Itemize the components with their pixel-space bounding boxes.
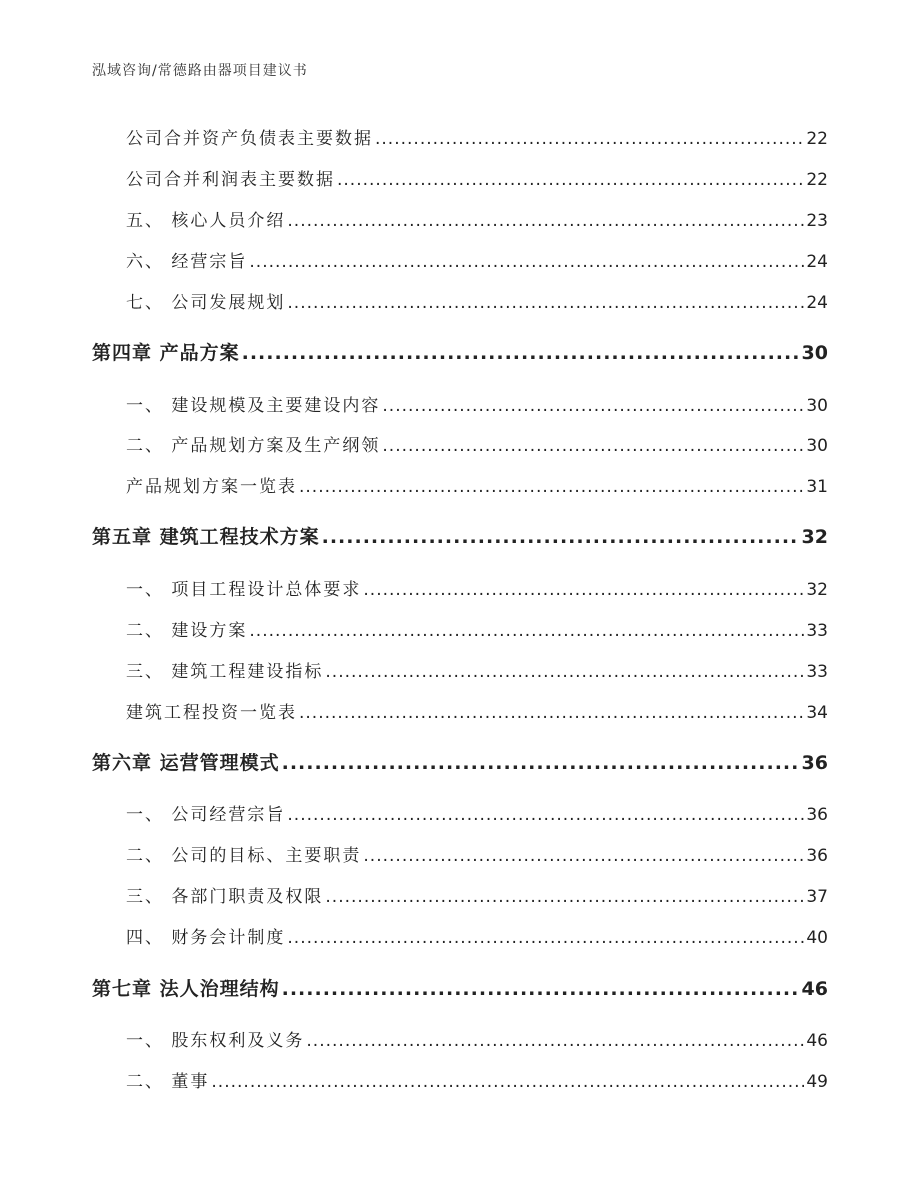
toc-entry-title: 一、 公司经营宗旨 bbox=[126, 805, 286, 825]
toc-page-number: 23 bbox=[806, 211, 828, 231]
toc-page-number: 31 bbox=[806, 477, 828, 497]
toc-chapter-entry[interactable] bbox=[92, 748, 828, 775]
toc-leader-dots bbox=[282, 752, 800, 774]
toc-entry-title: 一、 项目工程设计总体要求 bbox=[126, 580, 362, 600]
toc-leader-dots bbox=[287, 293, 804, 313]
toc-leader-dots bbox=[287, 928, 804, 948]
toc-entry-title: 四、 财务会计制度 bbox=[126, 928, 286, 948]
toc-page-number: 24 bbox=[806, 293, 828, 313]
toc-page-number: 37 bbox=[806, 887, 828, 907]
toc-entry-title: 公司合并资产负债表主要数据 bbox=[126, 129, 373, 149]
toc-leader-dots bbox=[306, 1031, 804, 1051]
toc-entry[interactable] bbox=[126, 472, 828, 497]
toc-leader-dots bbox=[211, 1072, 804, 1092]
toc-leader-dots bbox=[322, 526, 800, 548]
toc-chapter-entry[interactable] bbox=[92, 522, 828, 549]
toc-entry-title: 一、 股东权利及义务 bbox=[126, 1031, 305, 1051]
toc-entry[interactable] bbox=[126, 247, 828, 272]
toc-page-number: 49 bbox=[806, 1072, 828, 1092]
toc-page-number: 30 bbox=[806, 436, 828, 456]
toc-entry-title: 三、 各部门职责及权限 bbox=[126, 887, 324, 907]
toc-leader-dots bbox=[299, 477, 804, 497]
toc-leader-dots bbox=[249, 252, 804, 272]
toc-chapter-title: 第四章 产品方案 bbox=[92, 342, 240, 364]
toc-page-number: 24 bbox=[806, 252, 828, 272]
toc-page-number: 22 bbox=[806, 170, 828, 190]
toc-entry[interactable] bbox=[126, 124, 828, 149]
toc-entry[interactable] bbox=[126, 657, 828, 682]
toc-page-number: 46 bbox=[801, 978, 828, 1000]
toc-leader-dots bbox=[242, 342, 800, 364]
toc-page-number: 30 bbox=[806, 396, 828, 416]
toc-leader-dots bbox=[363, 846, 804, 866]
toc-leader-dots bbox=[363, 580, 804, 600]
toc-entry-title: 产品规划方案一览表 bbox=[126, 477, 297, 497]
toc-entry-title: 二、 董事 bbox=[126, 1072, 210, 1092]
toc-leader-dots bbox=[325, 887, 804, 907]
toc-entry-title: 建筑工程投资一览表 bbox=[126, 703, 297, 723]
toc-leader-dots bbox=[287, 211, 804, 231]
toc-entry[interactable] bbox=[126, 1067, 828, 1092]
toc-leader-dots bbox=[337, 170, 804, 190]
toc-leader-dots bbox=[287, 805, 804, 825]
toc-leader-dots bbox=[382, 396, 804, 416]
toc-entry[interactable] bbox=[126, 800, 828, 825]
toc-entry[interactable] bbox=[126, 923, 828, 948]
toc-page-number: 33 bbox=[806, 621, 828, 641]
toc-leader-dots bbox=[325, 662, 804, 682]
toc-page-number: 36 bbox=[806, 846, 828, 866]
toc-page-number: 32 bbox=[801, 526, 828, 548]
toc-entry[interactable] bbox=[126, 206, 828, 231]
toc-entry[interactable] bbox=[126, 616, 828, 641]
toc-entry-title: 三、 建筑工程建设指标 bbox=[126, 662, 324, 682]
toc-page-number: 40 bbox=[806, 928, 828, 948]
toc-page-number: 30 bbox=[801, 342, 828, 364]
toc-entry[interactable] bbox=[126, 1026, 828, 1051]
toc-chapter-title: 第七章 法人治理结构 bbox=[92, 978, 280, 1000]
toc-entry-title: 六、 经营宗旨 bbox=[126, 252, 248, 272]
toc-entry[interactable] bbox=[126, 431, 828, 456]
toc-entry-title: 二、 建设方案 bbox=[126, 621, 248, 641]
toc-entry-title: 二、 公司的目标、主要职责 bbox=[126, 846, 362, 866]
toc-entry-title: 一、 建设规模及主要建设内容 bbox=[126, 396, 381, 416]
toc-entry[interactable] bbox=[126, 841, 828, 866]
toc-page-number: 46 bbox=[806, 1031, 828, 1051]
toc-entry[interactable] bbox=[126, 165, 828, 190]
toc-entry[interactable] bbox=[126, 575, 828, 600]
toc-leader-dots bbox=[375, 129, 804, 149]
toc-leader-dots bbox=[282, 978, 800, 1000]
toc-leader-dots bbox=[382, 436, 804, 456]
toc-entry[interactable] bbox=[126, 698, 828, 723]
toc-entry-title: 七、 公司发展规划 bbox=[126, 293, 286, 313]
toc-entry-title: 五、 核心人员介绍 bbox=[126, 211, 286, 231]
toc-entry-title: 公司合并利润表主要数据 bbox=[126, 170, 335, 190]
toc-page-number: 32 bbox=[806, 580, 828, 600]
toc-page-number: 33 bbox=[806, 662, 828, 682]
toc-entry-title: 二、 产品规划方案及生产纲领 bbox=[126, 436, 381, 456]
toc-entry[interactable] bbox=[126, 882, 828, 907]
toc-leader-dots bbox=[299, 703, 804, 723]
toc-leader-dots bbox=[249, 621, 804, 641]
toc-entry[interactable] bbox=[126, 391, 828, 416]
toc-chapter-entry[interactable] bbox=[92, 338, 828, 365]
toc-chapter-entry[interactable] bbox=[92, 974, 828, 1001]
toc-page-number: 22 bbox=[806, 129, 828, 149]
page-header: 泓域咨询/常德路由器项目建议书 bbox=[92, 63, 308, 79]
toc-chapter-title: 第五章 建筑工程技术方案 bbox=[92, 526, 320, 548]
toc-chapter-title: 第六章 运营管理模式 bbox=[92, 752, 280, 774]
toc-entry[interactable] bbox=[126, 288, 828, 313]
toc-page-number: 34 bbox=[806, 703, 828, 723]
toc-page-number: 36 bbox=[806, 805, 828, 825]
toc-page-number: 36 bbox=[801, 752, 828, 774]
